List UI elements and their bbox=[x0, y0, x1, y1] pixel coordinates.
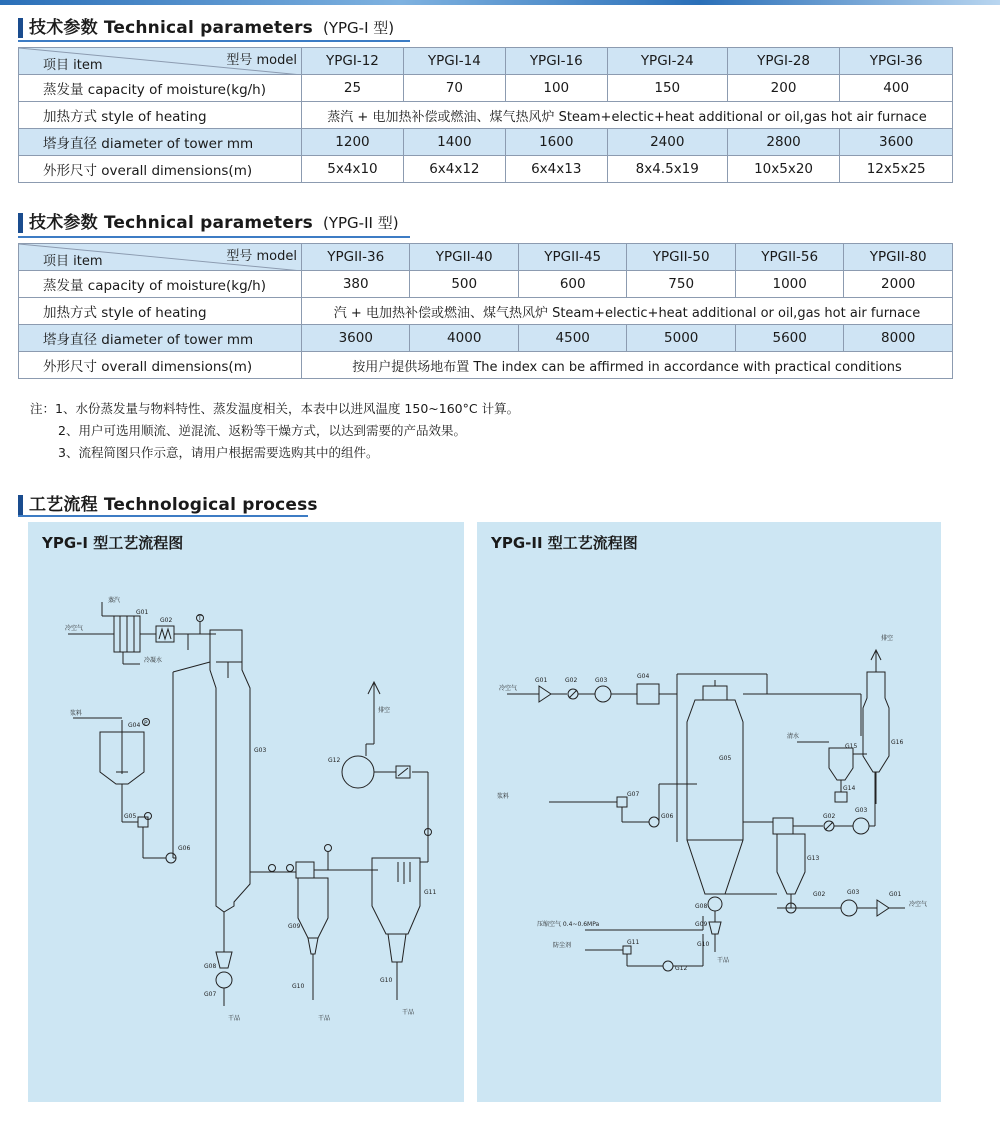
label-g11: G11 bbox=[424, 889, 437, 896]
value-cell: 1400 bbox=[403, 129, 505, 156]
table-row bbox=[19, 156, 953, 183]
model-cell: YPGII-56 bbox=[735, 244, 843, 271]
label-g11: G11 bbox=[627, 939, 640, 946]
label-cold-air: 冷空气 bbox=[499, 685, 518, 692]
label-g08: G08 bbox=[695, 903, 708, 910]
header-corner-cell bbox=[19, 48, 302, 75]
section-header-table2 bbox=[18, 207, 399, 233]
value-cell: 3600 bbox=[302, 325, 410, 352]
heater-shape bbox=[637, 684, 659, 704]
label-g06: G06 bbox=[661, 813, 674, 820]
note-line: 2、用户可选用顺流、逆混流、返粉等干燥方式，以达到需要的产品效果。 bbox=[58, 423, 466, 438]
label-p: P bbox=[144, 720, 148, 727]
cyclone-shape bbox=[777, 834, 805, 894]
label-g02c: G02 bbox=[813, 891, 826, 898]
value-cell: 2000 bbox=[844, 271, 953, 298]
model-cell: YPGII-36 bbox=[302, 244, 410, 271]
value-cell: 600 bbox=[518, 271, 626, 298]
label-cold-air: 冷空气 bbox=[65, 625, 84, 632]
section-title-en: Technological process bbox=[103, 495, 318, 515]
section-marker bbox=[18, 495, 23, 515]
label-g10: G10 bbox=[697, 941, 710, 948]
label-g05: G05 bbox=[124, 813, 137, 820]
value-cell: 3600 bbox=[840, 129, 953, 156]
header-model-label: 型号 model bbox=[226, 249, 297, 264]
value-cell: 5600 bbox=[735, 325, 843, 352]
value-cell: 8x4.5x19 bbox=[607, 156, 727, 183]
label-g03: G03 bbox=[254, 747, 267, 754]
row-label: 加热方式 style of heating bbox=[19, 298, 302, 325]
table-row bbox=[19, 352, 953, 379]
label-g07: G07 bbox=[627, 791, 640, 798]
value-cell: 25 bbox=[302, 75, 404, 102]
row-label: 加热方式 style of heating bbox=[19, 102, 302, 129]
label-g08: G08 bbox=[204, 963, 217, 970]
label-exhaust: 排空 bbox=[881, 635, 894, 642]
model-cell: YPGI-14 bbox=[403, 48, 505, 75]
row-label: 蒸发量 capacity of moisture(kg/h) bbox=[19, 75, 302, 102]
label-g12: G12 bbox=[328, 757, 341, 764]
label-water: 冷凝水 bbox=[144, 657, 163, 664]
label-g03: G03 bbox=[595, 677, 608, 684]
value-cell: 8000 bbox=[844, 325, 953, 352]
section-underline bbox=[18, 40, 410, 42]
model-cell: YPGI-24 bbox=[607, 48, 727, 75]
label-g15: G15 bbox=[845, 743, 858, 750]
label-g05: G05 bbox=[719, 755, 732, 762]
section-subtitle: (YPG-II 型) bbox=[322, 214, 399, 232]
model-cell: YPGI-36 bbox=[840, 48, 953, 75]
value-cell: 100 bbox=[505, 75, 607, 102]
table-row bbox=[19, 271, 953, 298]
model-cell: YPGI-12 bbox=[302, 48, 404, 75]
drying-tower-shape bbox=[210, 630, 250, 912]
table-header-row bbox=[19, 244, 953, 271]
value-cell: 4500 bbox=[518, 325, 626, 352]
top-decoration-bar bbox=[0, 0, 1000, 5]
table-row bbox=[19, 102, 953, 129]
model-cell: YPGII-50 bbox=[627, 244, 735, 271]
header-corner-cell bbox=[19, 244, 302, 271]
process-diagram-ypg2 bbox=[477, 522, 941, 1102]
label-feed: 浆料 bbox=[497, 793, 510, 800]
row-label: 塔身直径 diameter of tower mm bbox=[19, 325, 302, 352]
model-cell: YPGI-28 bbox=[727, 48, 840, 75]
label-g03c: G03 bbox=[847, 889, 860, 896]
span-cell: 汽 + 电加热补偿或燃油、煤气热风炉 Steam+electic+heat additional or oil,gas hot air furnace bbox=[302, 298, 953, 325]
label-product: 干品 bbox=[228, 1015, 241, 1022]
label-anti-dust: 防尘剂 bbox=[553, 942, 572, 949]
value-cell: 5000 bbox=[627, 325, 735, 352]
process-flow-svg bbox=[477, 522, 941, 1102]
label-g14: G14 bbox=[843, 785, 856, 792]
label-feed: 浆料 bbox=[70, 710, 83, 717]
spec-table-ypg2 bbox=[18, 243, 953, 379]
model-cell: YPGII-45 bbox=[518, 244, 626, 271]
value-cell: 380 bbox=[302, 271, 410, 298]
label-g10b: G10 bbox=[380, 977, 393, 984]
air-filter-shape bbox=[539, 686, 551, 702]
model-cell: YPGI-16 bbox=[505, 48, 607, 75]
value-cell: 200 bbox=[727, 75, 840, 102]
label-g02: G02 bbox=[160, 617, 173, 624]
spec-table-ypg1 bbox=[18, 47, 953, 183]
section-marker bbox=[18, 18, 23, 38]
value-cell: 1000 bbox=[735, 271, 843, 298]
label-g02: G02 bbox=[565, 677, 578, 684]
bag-filter-shape bbox=[372, 858, 420, 934]
table-row bbox=[19, 129, 953, 156]
label-g13: G13 bbox=[807, 855, 820, 862]
section-underline bbox=[18, 236, 410, 238]
label-cold-air: 冷空气 bbox=[909, 901, 928, 908]
label-t: T bbox=[198, 615, 202, 622]
value-cell: 2800 bbox=[727, 129, 840, 156]
drying-tower-shape bbox=[687, 700, 743, 894]
label-water: 清水 bbox=[787, 733, 800, 740]
note-line: 注：1、水份蒸发量与物料特性、蒸发温度相关，本表中以进风温度 150~160°C 计算。 bbox=[30, 401, 520, 416]
header-item-label: 项目 item bbox=[43, 254, 103, 269]
value-cell: 6x4x13 bbox=[505, 156, 607, 183]
value-cell: 5x4x10 bbox=[302, 156, 404, 183]
value-cell: 400 bbox=[840, 75, 953, 102]
value-cell: 750 bbox=[627, 271, 735, 298]
label-product: 干品 bbox=[717, 957, 730, 964]
label-product: 干品 bbox=[318, 1015, 331, 1022]
value-cell: 70 bbox=[403, 75, 505, 102]
label-g07: G07 bbox=[204, 991, 217, 998]
row-label: 蒸发量 capacity of moisture(kg/h) bbox=[19, 271, 302, 298]
label-g01: G01 bbox=[535, 677, 548, 684]
label-g09: G09 bbox=[288, 923, 301, 930]
section-marker bbox=[18, 213, 23, 233]
section-title-en: Technical parameters bbox=[103, 213, 313, 233]
span-cell: 按用户提供场地布置 The index can be affirmed in accordance with practical conditions bbox=[302, 352, 953, 379]
label-exhaust: 排空 bbox=[378, 707, 391, 714]
label-compressed-air: 压缩空气 0.4~0.6MPa bbox=[537, 921, 600, 928]
scrubber-tower-shape bbox=[863, 672, 889, 772]
header-model-label: 型号 model bbox=[226, 53, 297, 68]
section-title-zh: 技术参数 bbox=[29, 18, 98, 38]
label-product: 干品 bbox=[402, 1009, 415, 1016]
row-label: 外形尺寸 overall dimensions(m) bbox=[19, 156, 302, 183]
label-g04: G04 bbox=[637, 673, 650, 680]
process-diagram-ypg1 bbox=[28, 522, 464, 1102]
model-cell: YPGII-40 bbox=[410, 244, 518, 271]
process-flow-svg bbox=[28, 522, 464, 1102]
label-g01b: G01 bbox=[889, 891, 902, 898]
label-steam: 蒸汽 bbox=[108, 597, 121, 604]
value-cell: 150 bbox=[607, 75, 727, 102]
label-g02b: G02 bbox=[823, 813, 836, 820]
row-label: 外形尺寸 overall dimensions(m) bbox=[19, 352, 302, 379]
value-cell: 1600 bbox=[505, 129, 607, 156]
span-cell: 蒸汽 + 电加热补偿或燃油、煤气热风炉 Steam+electic+heat additional or oil,gas hot air furnace bbox=[302, 102, 953, 129]
value-cell: 6x4x12 bbox=[403, 156, 505, 183]
section-title-en: Technical parameters bbox=[103, 18, 313, 38]
section-subtitle: (YPG-I 型) bbox=[322, 19, 395, 37]
cyclone-shape bbox=[298, 878, 328, 938]
note-line: 3、流程简图只作示意，请用户根据需要选购其中的组件。 bbox=[58, 445, 379, 460]
header-item-label: 项目 item bbox=[43, 58, 103, 73]
value-cell: 1200 bbox=[302, 129, 404, 156]
value-cell: 10x5x20 bbox=[727, 156, 840, 183]
value-cell: 12x5x25 bbox=[840, 156, 953, 183]
label-g01: G01 bbox=[136, 609, 149, 616]
label-g04: G04 bbox=[128, 722, 141, 729]
table-row bbox=[19, 75, 953, 102]
label-g12: G12 bbox=[675, 965, 688, 972]
section-header-table1 bbox=[18, 12, 394, 38]
section-title-zh: 技术参数 bbox=[29, 213, 98, 233]
notes-block bbox=[30, 398, 519, 464]
label-g16: G16 bbox=[891, 739, 904, 746]
label-g10: G10 bbox=[292, 983, 305, 990]
value-cell: 2400 bbox=[607, 129, 727, 156]
section-title-zh: 工艺流程 bbox=[29, 495, 98, 515]
section-underline bbox=[18, 515, 308, 517]
value-cell: 4000 bbox=[410, 325, 518, 352]
label-g03b: G03 bbox=[855, 807, 868, 814]
table-row bbox=[19, 298, 953, 325]
panel-title: YPG-II 型工艺流程图 bbox=[491, 534, 638, 552]
section-header-process bbox=[18, 489, 318, 515]
fan-shape bbox=[342, 756, 374, 788]
label-g09: G09 bbox=[695, 921, 708, 928]
panel-title: YPG-I 型工艺流程图 bbox=[42, 534, 184, 552]
label-g06: G06 bbox=[178, 845, 191, 852]
table-header-row bbox=[19, 48, 953, 75]
table-row bbox=[19, 325, 953, 352]
model-cell: YPGII-80 bbox=[844, 244, 953, 271]
value-cell: 500 bbox=[410, 271, 518, 298]
row-label: 塔身直径 diameter of tower mm bbox=[19, 129, 302, 156]
